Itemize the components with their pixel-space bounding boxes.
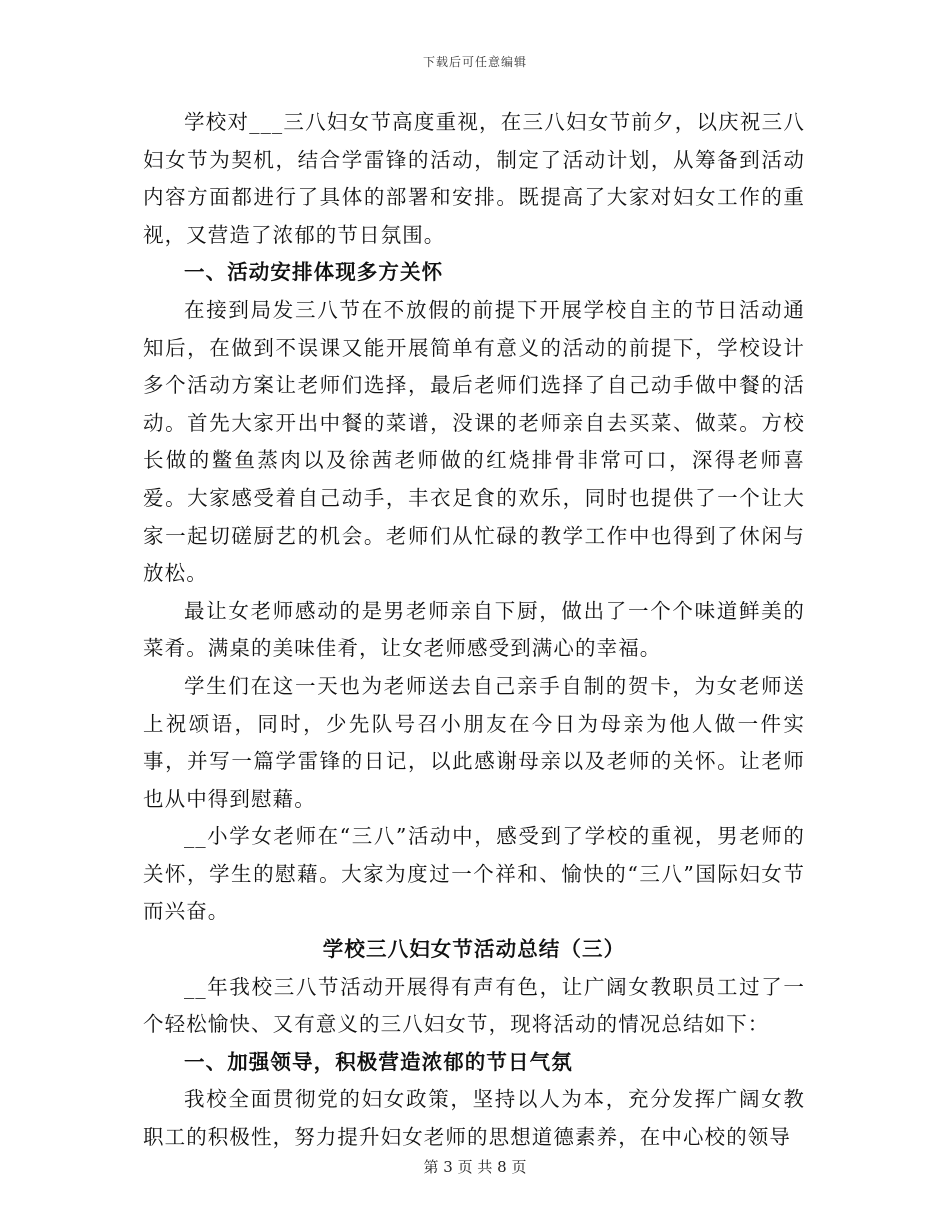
paragraph-activity-plan: 在接到局发三八节在不放假的前提下开展学校自主的节日活动通知后，在做到不误课又能开展简单有意义的活动的前提下，学校设计多个活动方案让老师们选择，最后老师们选择了自己动手做中餐的活动。首先大家开出中餐的菜谱，没课的老师亲自去买菜、做菜。方校长做的鳖鱼蒸肉以及徐茜老师做的红烧排骨非常可口，深得老师喜爱。大家感受着自己动手，丰衣足食的欢乐，同时也提供了一个让大家一起切磋厨艺的机会。老师们从忙碌的教学工作中也得到了休闲与放松。 <box>143 297 805 586</box>
section-heading-activity: 一、活动安排体现多方关怀 <box>184 260 444 285</box>
section-heading-leadership: 一、加强领导，积极营造浓郁的节日气氛 <box>184 1049 573 1074</box>
paragraph-intro: 学校对___三八妇女节高度重视，在三八妇女节前夕，以庆祝三八妇女节为契机，结合学雷锋的活动，制定了活动计划，从筹备到活动内容方面都进行了具体的部署和安排。既提高了大家对妇女工作的重视，又营造了浓郁的节日氛围。 <box>143 110 805 247</box>
section-title-part-three: 学校三八妇女节活动总结（三） <box>322 937 626 962</box>
paragraph-policy: 我校全面贯彻党的妇女政策，坚持以人为本，充分发挥广阔女教职工的积极性，努力提升妇女老师的思想道德素养，在中心校的领导 <box>143 1087 805 1150</box>
paragraph-overview: __年我校三八节活动开展得有声有色，让广阔女教职员工过了一个轻松愉快、又有意义的三八妇女节，现将活动的情况总结如下： <box>143 974 805 1037</box>
page-header: 下载后可任意编辑 <box>422 55 527 69</box>
page-number: 第 3 页 共 8 页 <box>423 1158 527 1176</box>
paragraph-male-teachers: 最让女老师感动的是男老师亲自下厨，做出了一个个味道鲜美的菜肴。满桌的美味佳肴，让女老师感受到满心的幸福。 <box>143 598 805 661</box>
paragraph-summary: __小学女老师在“三八”活动中，感受到了学校的重视，男老师的关怀，学生的慰藉。大家为度过一个祥和、愉快的“三八”国际妇女节而兴奋。 <box>143 824 805 924</box>
paragraph-students: 学生们在这一天也为老师送去自己亲手自制的贺卡，为女老师送上祝颂语，同时，少先队号召小朋友在今日为母亲为他人做一件实事，并写一篇学雷锋的日记，以此感谢母亲以及老师的关怀。让老师也从中得到慰藉。 <box>143 673 805 811</box>
document-body <box>143 104 805 1157</box>
